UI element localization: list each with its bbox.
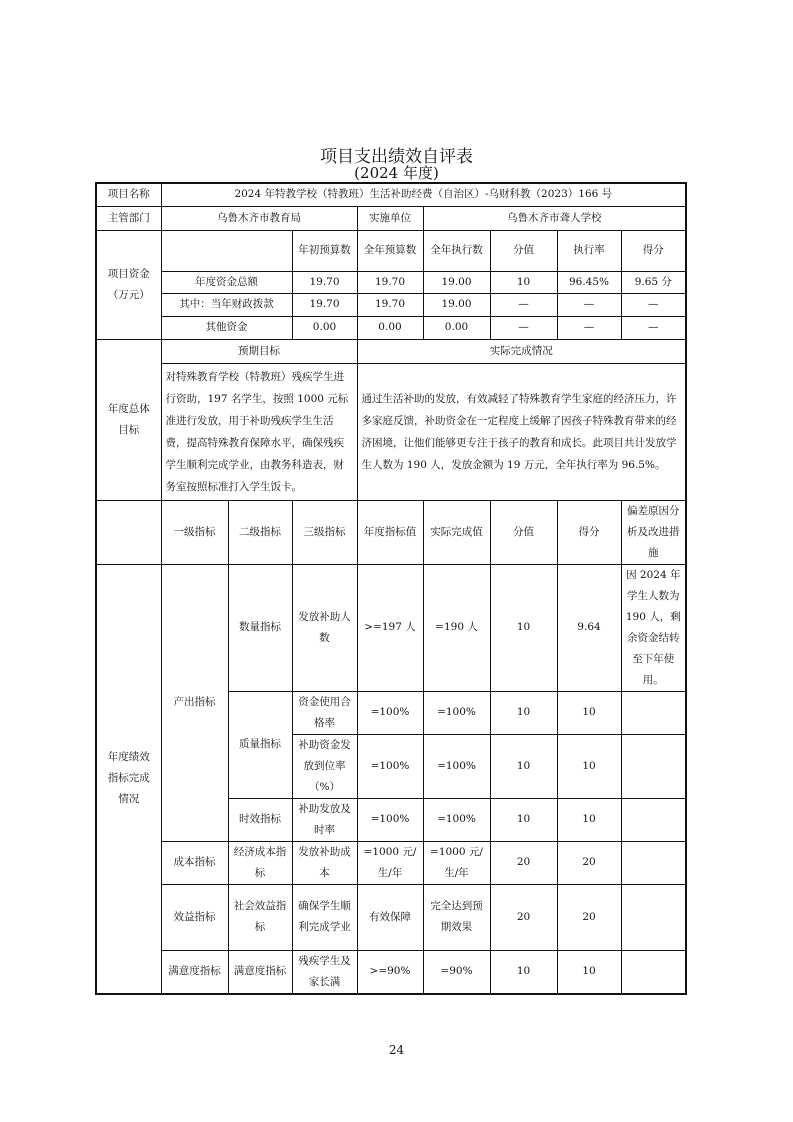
page-number: 24 (388, 1043, 405, 1057)
deviation-note (621, 734, 686, 798)
funds-cell: 19.00 (423, 271, 490, 293)
target-value: >=197 人 (357, 564, 423, 691)
deviation-note: 因 2024 年学生人数为 190 人，剩余资金结转至下年使用。 (621, 564, 686, 691)
level2-indicator: 社会效益指标 (228, 884, 292, 950)
indicator-header-row (96, 500, 686, 564)
indicator-header: 实际完成值 (423, 500, 490, 564)
level1-indicator: 产出指标 (161, 564, 228, 841)
target-value: >=90% (357, 950, 423, 994)
score: 10 (557, 950, 621, 994)
funds-cell: 19.70 (357, 293, 423, 316)
level3-indicator: 残疾学生及家长满 (292, 950, 357, 994)
indicator-row (96, 841, 686, 884)
score-value: 20 (490, 841, 557, 884)
funds-label: 项目资金（万元） (96, 230, 161, 339)
expected-goal-header: 预期目标 (161, 339, 357, 363)
score: 20 (557, 841, 621, 884)
level2-indicator: 质量指标 (228, 691, 292, 798)
score-value: 10 (490, 691, 557, 734)
funds-cell: — (621, 316, 686, 339)
score-value: 10 (490, 564, 557, 691)
actual-value: 完全达到预期效果 (423, 884, 490, 950)
level2-indicator: 经济成本指标 (228, 841, 292, 884)
actual-completion-text: 通过生活补助的发放，有效减轻了特殊教育学生家庭的经济压力，许多家庭反馈，补助资金在一定程度上缓解了因孩子特殊教育带来的经济困境，让他们能够更专注于孩子的教育和成长。此项目共计发放学生人数为 190 人，发放金额为 19 万元，全年执行率为 96.5%。 (357, 363, 686, 500)
score: 9.64 (557, 564, 621, 691)
score-value: 10 (490, 734, 557, 798)
funds-cell: 10 (490, 271, 557, 293)
score: 10 (557, 734, 621, 798)
score: 10 (557, 691, 621, 734)
level1-indicator: 效益指标 (161, 884, 228, 950)
expected-goal-text: 对特殊教育学校（特教班）残疾学生进行资助，197 名学生，按照 1000 元标准进行发放，用于补助残疾学生生活费，提高特殊教育保障水平，确保残疾学生顺利完成学业，由教务科造表，财务室按照标准打入学生饭卡。 (161, 363, 357, 500)
funds-row-name: 其他资金 (161, 316, 292, 339)
funds-row (96, 271, 686, 293)
target-value: =1000 元/生/年 (357, 841, 423, 884)
funds-header: 年初预算数 (292, 230, 357, 271)
indicator-row (96, 950, 686, 994)
score-value: 10 (490, 950, 557, 994)
funds-cell: 0.00 (357, 316, 423, 339)
level3-indicator: 发放补助成本 (292, 841, 357, 884)
funds-cell: 96.45% (557, 271, 621, 293)
funds-cell: — (490, 316, 557, 339)
indicators-label: 年度绩效指标完成情况 (96, 564, 161, 994)
target-value: 有效保障 (357, 884, 423, 950)
project-name: 2024 年特教学校（特教班）生活补助经费（自治区）-乌财科教（2023）166 号 (161, 183, 686, 206)
indicator-row (96, 564, 686, 691)
funds-header: 执行率 (557, 230, 621, 271)
level2-indicator: 数量指标 (228, 564, 292, 691)
funds-cell: 19.70 (292, 271, 357, 293)
document-subtitle: (2024 年度) (354, 164, 439, 182)
funds-cell: 9.65 分 (621, 271, 686, 293)
level3-indicator: 资金使用合格率 (292, 691, 357, 734)
indicator-header: 二级指标 (228, 500, 292, 564)
indicator-header: 偏差原因分析及改进措施 (621, 500, 686, 564)
score-value: 20 (490, 884, 557, 950)
deviation-note (621, 691, 686, 734)
actual-value: =100% (423, 798, 490, 841)
funds-cell: — (621, 293, 686, 316)
indicator-header: 分值 (490, 500, 557, 564)
unit-label: 实施单位 (357, 206, 423, 230)
goals-row (96, 363, 686, 500)
funds-header-row (96, 230, 686, 271)
funds-cell: — (557, 293, 621, 316)
project-name-label: 项目名称 (96, 183, 161, 206)
actual-value: =90% (423, 950, 490, 994)
level2-indicator: 满意度指标 (228, 950, 292, 994)
deviation-note (621, 950, 686, 994)
score: 10 (557, 798, 621, 841)
actual-completion-header: 实际完成情况 (357, 339, 686, 363)
level3-indicator: 发放补助人数 (292, 564, 357, 691)
score: 20 (557, 884, 621, 950)
funds-row-name: 年度资金总额 (161, 271, 292, 293)
actual-value: =1000 元/生/年 (423, 841, 490, 884)
indicator-header: 三级指标 (292, 500, 357, 564)
indicator-header: 得分 (557, 500, 621, 564)
dept-row (96, 206, 686, 230)
project-name-row (96, 183, 686, 206)
actual-value: =190 人 (423, 564, 490, 691)
funds-cell: 0.00 (423, 316, 490, 339)
blank-cell (96, 500, 161, 564)
indicator-header: 一级指标 (161, 500, 228, 564)
blank-cell (161, 230, 292, 271)
funds-cell: — (490, 293, 557, 316)
deviation-note (621, 798, 686, 841)
funds-header: 全年执行数 (423, 230, 490, 271)
funds-header: 全年预算数 (357, 230, 423, 271)
deviation-note (621, 841, 686, 884)
self-evaluation-table (95, 182, 687, 995)
level3-indicator: 补助资金发放到位率（%） (292, 734, 357, 798)
indicator-header: 年度指标值 (357, 500, 423, 564)
unit-value: 乌鲁木齐市聋人学校 (423, 206, 686, 230)
level1-indicator: 成本指标 (161, 841, 228, 884)
indicator-row (96, 884, 686, 950)
funds-cell: 19.70 (357, 271, 423, 293)
goals-label: 年度总体目标 (96, 339, 161, 500)
level3-indicator: 补助发放及时率 (292, 798, 357, 841)
target-value: =100% (357, 691, 423, 734)
funds-cell: 0.00 (292, 316, 357, 339)
goals-header-row (96, 339, 686, 363)
funds-cell: — (557, 316, 621, 339)
funds-header: 得分 (621, 230, 686, 271)
funds-cell: 19.70 (292, 293, 357, 316)
actual-value: =100% (423, 691, 490, 734)
funds-row (96, 316, 686, 339)
dept-value: 乌鲁木齐市教育局 (161, 206, 357, 230)
dept-label: 主管部门 (96, 206, 161, 230)
funds-header: 分值 (490, 230, 557, 271)
document-title: 项目支出绩效自评表 (320, 147, 473, 167)
score-value: 10 (490, 798, 557, 841)
funds-row (96, 293, 686, 316)
level1-indicator: 满意度指标 (161, 950, 228, 994)
funds-cell: 19.00 (423, 293, 490, 316)
level3-indicator: 确保学生顺利完成学业 (292, 884, 357, 950)
funds-row-name: 其中：当年财政拨款 (161, 293, 292, 316)
level2-indicator: 时效指标 (228, 798, 292, 841)
target-value: =100% (357, 734, 423, 798)
deviation-note (621, 884, 686, 950)
actual-value: =100% (423, 734, 490, 798)
target-value: =100% (357, 798, 423, 841)
